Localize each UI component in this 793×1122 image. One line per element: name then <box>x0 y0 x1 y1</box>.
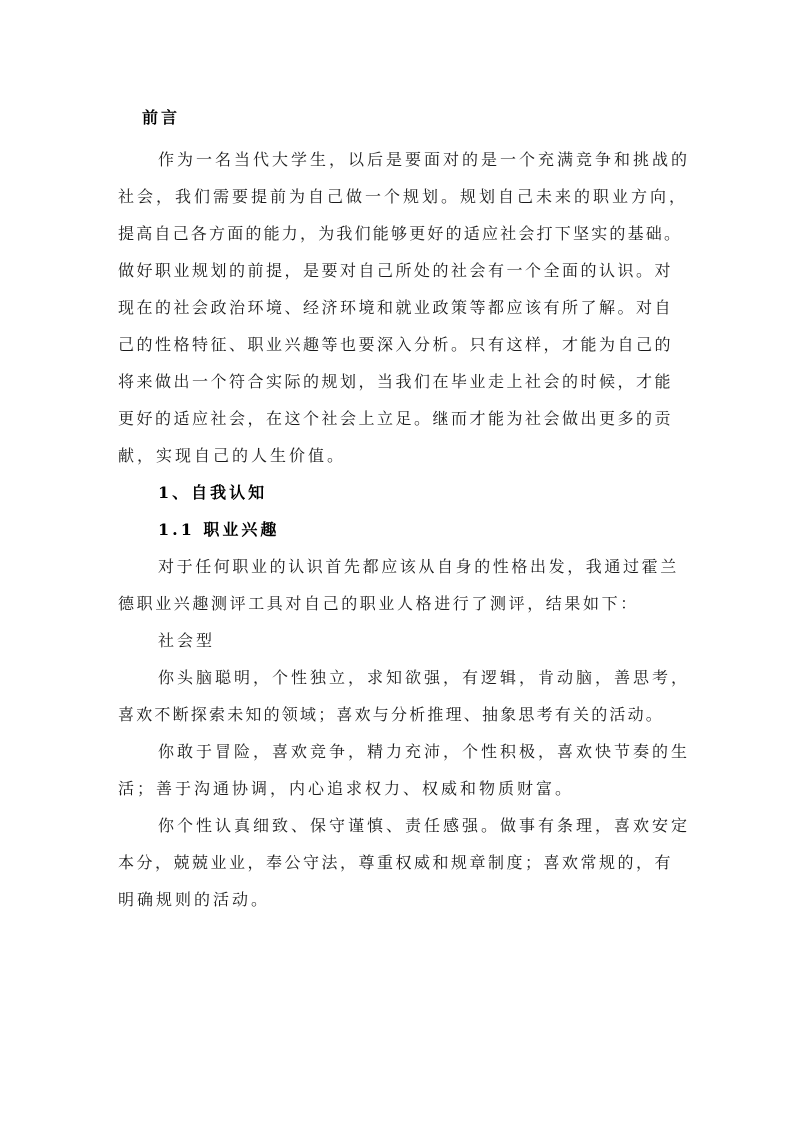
description-line: 明确规则的活动。 <box>118 890 271 909</box>
personality-type-label: 社会型 <box>158 631 216 650</box>
description-line: 喜欢不断探索未知的领域；喜欢与分析推理、抽象思考有关的活动。 <box>118 705 665 724</box>
interest-line: 对于任何职业的认识首先都应该从自身的性格出发，我通过霍兰 <box>158 557 679 576</box>
intro-line: 将来做出一个符合实际的规划，当我们在毕业走上社会的时候，才能 <box>118 372 674 391</box>
interest-line: 德职业兴趣测评工具对自己的职业人格进行了测评，结果如下： <box>118 594 639 613</box>
description-line: 你个性认真细致、保守谨慎、责任感强。做事有条理，喜欢安定 <box>158 816 691 835</box>
description-line: 活；善于沟通协调，内心追求权力、权威和物质财富。 <box>118 779 575 798</box>
intro-line: 更好的适应社会，在这个社会上立足。继而才能为社会做出更多的贡 <box>118 409 674 428</box>
heading-preface: 前言 <box>142 108 181 127</box>
intro-line: 现在的社会政治环境、经济环境和就业政策等都应该有所了解。对自 <box>118 298 674 317</box>
subsection-heading-career-interest: 1.1 职业兴趣 <box>158 520 280 539</box>
intro-line: 做好职业规划的前提，是要对自己所处的社会有一个全面的认识。对 <box>118 261 674 280</box>
intro-line: 社会，我们需要提前为自己做一个规划。规划自己未来的职业方向， <box>118 187 689 206</box>
intro-line: 己的性格特征、职业兴趣等也要深入分析。只有这样，才能为自己的 <box>118 335 674 354</box>
intro-line: 提高自己各方面的能力，为我们能够更好的适应社会打下坚实的基础。 <box>118 224 683 243</box>
section-heading-self-awareness: 1、自我认知 <box>158 483 268 502</box>
intro-line: 献，实现自己的人生价值。 <box>118 446 347 465</box>
intro-line: 作为一名当代大学生，以后是要面对的是一个充满竞争和挑战的 <box>158 150 691 169</box>
description-line: 你敢于冒险，喜欢竞争，精力充沛，个性积极，喜欢快节奏的生 <box>158 742 691 761</box>
description-line: 你头脑聪明，个性独立，求知欲强，有逻辑，肯动脑，善思考， <box>158 668 691 687</box>
description-line: 本分，兢兢业业，奉公守法，尊重权威和规章制度；喜欢常规的，有 <box>118 853 674 872</box>
